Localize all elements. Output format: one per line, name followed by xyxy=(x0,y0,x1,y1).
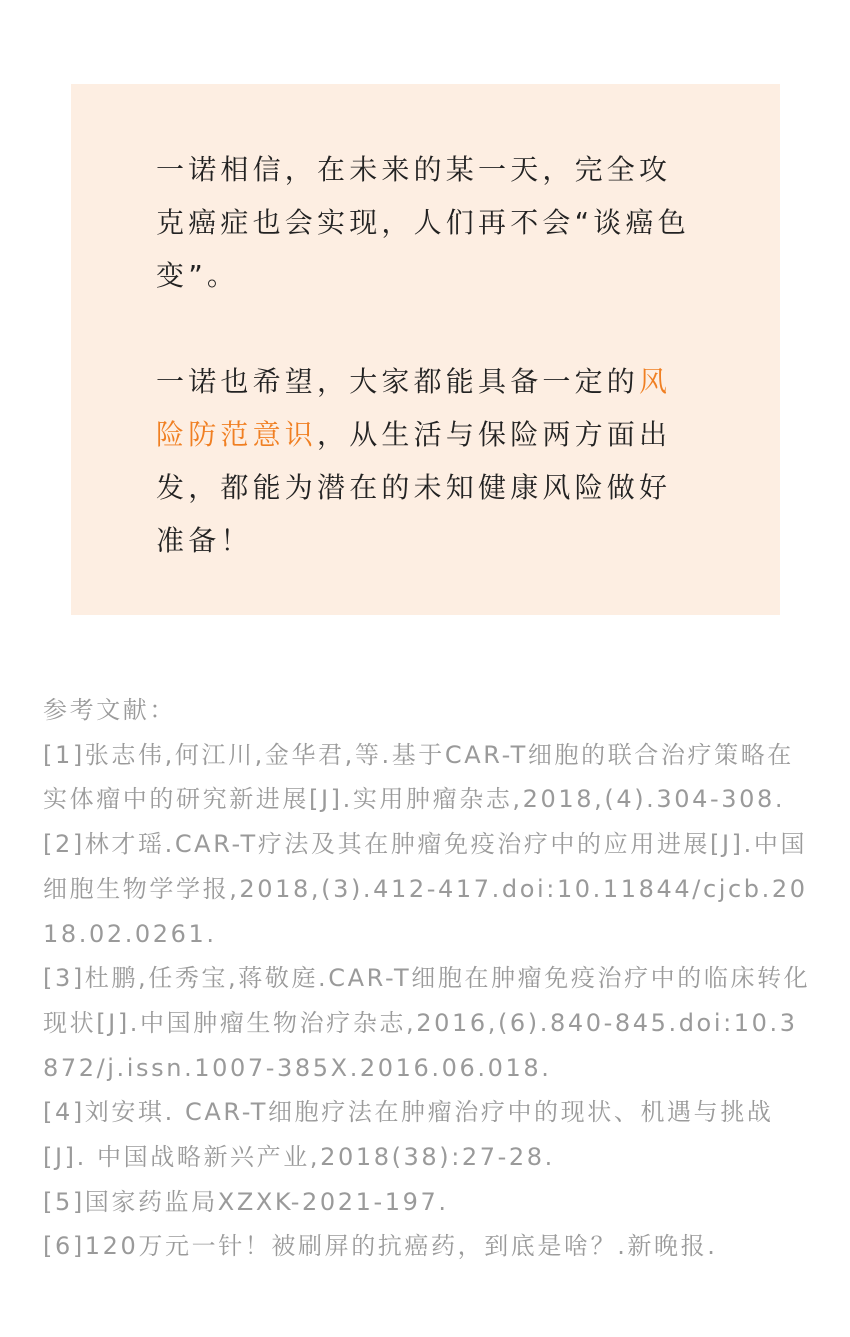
callout-paragraph-2-lead: 一诺也希望，大家都能具备一定的 xyxy=(156,365,640,398)
references-heading: 参考文献： xyxy=(43,696,176,724)
callout-paragraph-2 xyxy=(156,355,701,567)
reference-item: [5]国家药监局XZXK-2021-197. xyxy=(43,1187,449,1216)
risk-awareness-highlight: 风险防范意识 xyxy=(156,365,672,451)
reference-item: [3]杜鹏,任秀宝,蒋敬庭.CAR-T细胞在肿瘤免疫治疗中的临床转化现状[J].中国肿瘤生物治疗杂志,2016,(6).840-845.doi:10.3872/j.issn.1007-385X.2016.06.018. xyxy=(43,964,811,1082)
reference-item: [6]120万元一针！被刷屏的抗癌药，到底是啥？.新晚报. xyxy=(43,1232,718,1261)
reference-item: [4]刘安琪. CAR-T细胞疗法在肿瘤治疗中的现状、机遇与挑战[J]. 中国战略新兴产业,2018(38):27-28. xyxy=(43,1098,774,1172)
references-section xyxy=(43,688,813,1269)
reference-item: [1]张志伟,何江川,金华君,等.基于CAR-T细胞的联合治疗策略在实体瘤中的研究新进展[J].实用肿瘤杂志,2018,(4).304-308. xyxy=(43,740,794,814)
callout-paragraph-2-tail: ，从生活与保险两方面出发，都能为潜在的未知健康风险做好准备！ xyxy=(156,418,672,557)
callout-paragraph-1: 一诺相信，在未来的某一天，完全攻克癌症也会实现，人们再不会“谈癌色变”。 xyxy=(156,153,690,292)
callout-text xyxy=(156,143,701,567)
reference-item: [2]林才瑶.CAR-T疗法及其在肿瘤免疫治疗中的应用进展[J].中国细胞生物学学报,2018,(3).412-417.doi:10.11844/cjcb.2018.02.0261. xyxy=(43,830,808,948)
highlight-callout-box xyxy=(71,84,780,615)
